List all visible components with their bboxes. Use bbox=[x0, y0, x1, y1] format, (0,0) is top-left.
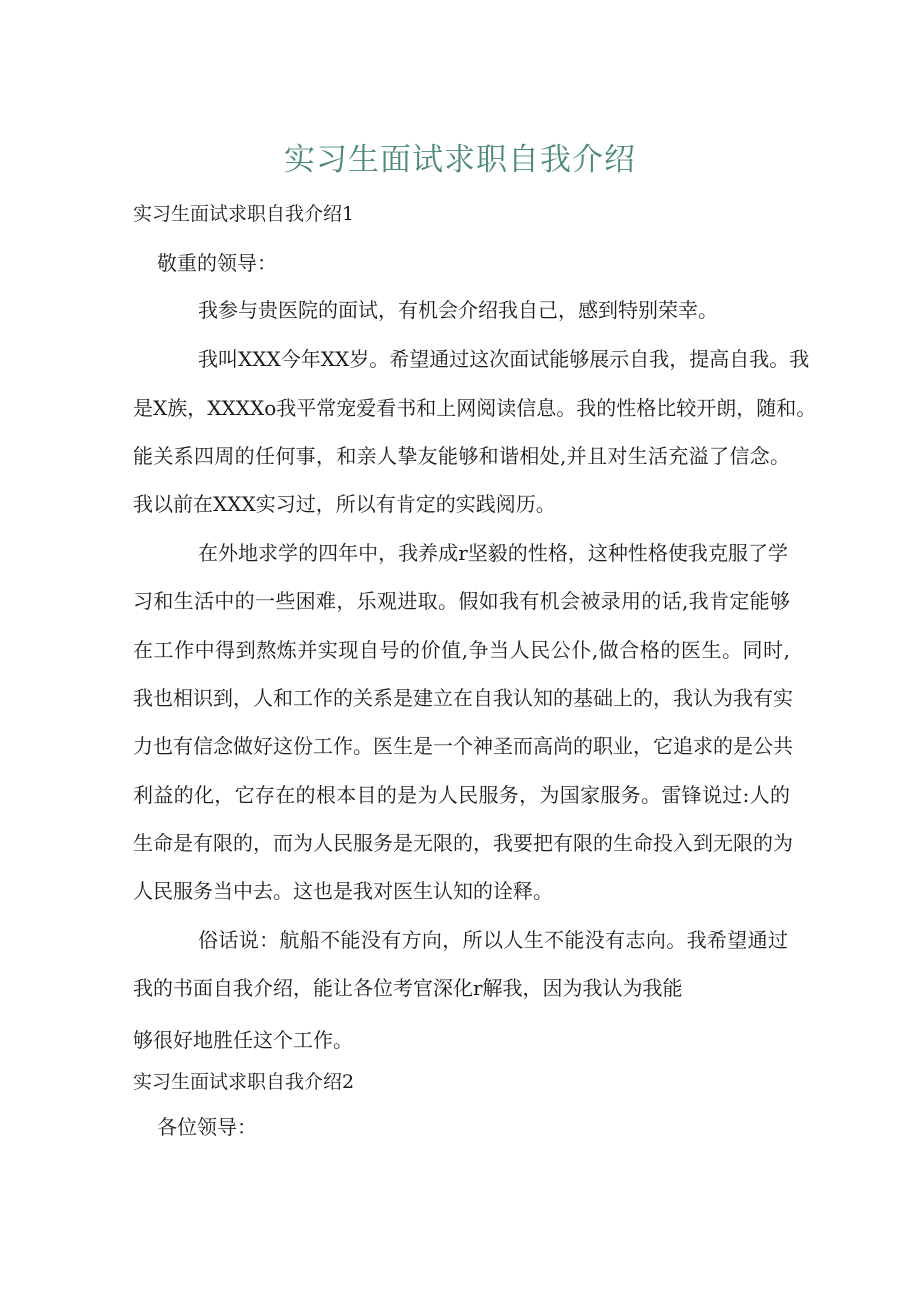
paragraph-3-line: 力也有信念做好这份工作。医生是一个神圣而高尚的职业，它追求的是公共 bbox=[133, 734, 793, 758]
paragraph-3-line: 我也相识到，人和工作的关系是建立在自我认知的基础上的，我认为我有实 bbox=[133, 686, 793, 710]
paragraph-1-line: 我参与贵医院的面试，有机会介绍我自己，感到特别荣幸。 bbox=[198, 298, 718, 322]
section-2-salutation: 各位领导： bbox=[157, 1115, 257, 1139]
paragraph-2-line: 能关系四周的任何事，和亲人挚友能够和谐相处,并且对生活充溢了信念。 bbox=[133, 444, 790, 468]
paragraph-4-line: 我的书面自我介绍，能让各位考官深化r解我，因为我认为我能 bbox=[133, 976, 683, 1000]
paragraph-3-line: 人民服务当中去。这也是我对医生认知的诠释。 bbox=[133, 879, 553, 903]
paragraph-2-line: 我以前在XXX实习过，所以有肯定的实践阅历。 bbox=[133, 492, 556, 516]
paragraph-4-line: 够很好地胜任这个工作。 bbox=[133, 1028, 353, 1052]
paragraph-3-line: 生命是有限的，而为人民服务是无限的，我要把有限的生命投入到无限的为 bbox=[133, 831, 793, 855]
paragraph-3-line: 利益的化，它存在的根本目的是为人民服务，为国家服务。雷锋说过:人的 bbox=[133, 783, 790, 807]
paragraph-3-line: 在外地求学的四年中，我养成r坚毅的性格，这种性格使我克服了学 bbox=[198, 541, 788, 565]
paragraph-4-line: 俗话说：航船不能没有方向，所以人生不能没有志向。我希望通过 bbox=[198, 928, 788, 952]
section-1-heading: 实习生面试求职自我介绍1 bbox=[133, 203, 355, 225]
paragraph-2-line: 我叫XXX今年XX岁。希望通过这次面试能够展示自我，提高自我。我 bbox=[198, 347, 810, 371]
document-title: 实习生面试求职自我介绍 bbox=[284, 142, 636, 178]
section-1-salutation: 敬重的领导： bbox=[157, 251, 277, 275]
section-2-heading: 实习生面试求职自我介绍2 bbox=[133, 1071, 355, 1093]
paragraph-2-line: 是X族，XXXXo我平常宠爱看书和上网阅读信息。我的性格比较开朗，随和。 bbox=[133, 396, 817, 420]
paragraph-3-line: 习和生活中的一些困难，乐观进取。假如我有机会被录用的话,我肯定能够 bbox=[133, 589, 790, 613]
paragraph-3-line: 在工作中得到熬炼并实现自号的价值,争当人民公仆,做合格的医生。同时, bbox=[133, 638, 790, 662]
